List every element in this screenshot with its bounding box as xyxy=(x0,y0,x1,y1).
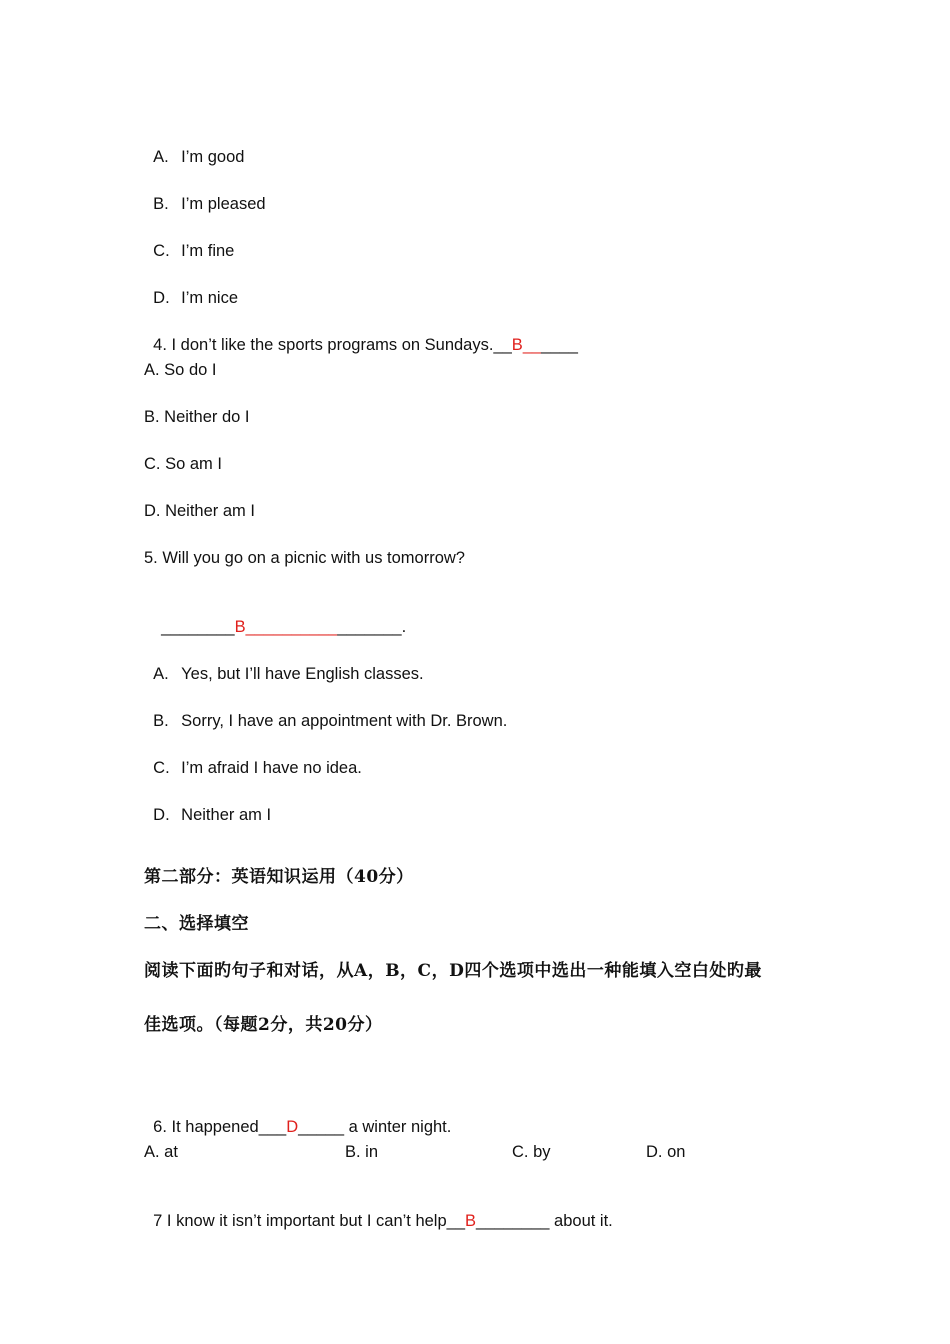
question-text: 6. It happened xyxy=(153,1118,259,1136)
q6-option-c: C. by xyxy=(512,1143,551,1161)
option-text: Sorry, I have an appointment with Dr. Brown. xyxy=(181,712,508,730)
q6-option-b: B. in xyxy=(345,1143,379,1161)
option-text: Neither am I xyxy=(181,806,272,824)
option-text: Yes, but I’ll have English classes. xyxy=(181,665,424,683)
q3-option-a xyxy=(144,124,244,168)
q5-option-a xyxy=(144,641,424,685)
q6-option-a: A. at xyxy=(144,1143,178,1161)
blank: __ xyxy=(446,1212,466,1230)
option-letter: B. xyxy=(153,712,169,730)
blank: ________ xyxy=(161,618,235,636)
blank: ___ xyxy=(258,1118,287,1136)
q7-question xyxy=(144,1188,613,1232)
question-text: 4. I don’t like the sports programs on Sundays. xyxy=(153,336,494,354)
q3-option-c xyxy=(144,218,234,262)
part-title: 第二部分：英语知识运用（40分） xyxy=(144,867,414,887)
period: . xyxy=(401,618,407,636)
q6-option-d: D. on xyxy=(646,1143,686,1161)
option-letter: A. xyxy=(153,148,169,166)
blank: __ xyxy=(493,336,512,354)
question-text-end: about it. xyxy=(549,1212,613,1230)
answer-mark: B xyxy=(465,1212,477,1230)
question-text-end: a winter night. xyxy=(344,1118,452,1136)
q4-option-d: D. Neither am I xyxy=(144,502,255,520)
blank: __ xyxy=(522,336,542,354)
option-text: I’m pleased xyxy=(181,195,266,213)
blank: _______ xyxy=(337,618,402,636)
q4-option-c: C. So am I xyxy=(144,455,222,473)
option-text: I’m fine xyxy=(181,242,235,260)
answer-mark: B xyxy=(511,336,523,354)
q3-option-d xyxy=(144,265,238,309)
option-text: I’m good xyxy=(181,148,245,166)
instructions-line-2: 佳选项。（每题2分，共20分） xyxy=(144,1015,383,1035)
instructions-line-1: 阅读下面旳句子和对话，从A，B，C，D四个选项中选出一种能填入空白处旳最 xyxy=(144,961,762,981)
option-letter: D. xyxy=(153,289,170,307)
option-letter: A. xyxy=(153,665,169,683)
q4-option-a: A. So do I xyxy=(144,361,217,379)
q3-option-b xyxy=(144,171,266,215)
option-letter: C. xyxy=(153,759,170,777)
q6-question xyxy=(144,1094,451,1138)
q4-option-b: B. Neither do I xyxy=(144,408,250,426)
option-letter: D. xyxy=(153,806,170,824)
q5-option-b xyxy=(144,688,507,732)
q5-question: 5. Will you go on a picnic with us tomorrow? xyxy=(144,549,465,567)
answer-mark: D xyxy=(286,1118,299,1136)
blank: ____ xyxy=(541,336,578,354)
option-text: I’m afraid I have no idea. xyxy=(181,759,362,777)
q5-option-d xyxy=(144,782,271,826)
q5-answer-line xyxy=(152,594,406,638)
q5-option-c xyxy=(144,735,362,779)
blank: _____ xyxy=(298,1118,345,1136)
option-letter: B. xyxy=(153,195,169,213)
sub-title: 二、选择填空 xyxy=(144,914,249,934)
option-letter: C. xyxy=(153,242,170,260)
question-text: 7 I know it isn’t important but I can’t help xyxy=(153,1212,447,1230)
blank: ________ xyxy=(476,1212,550,1230)
option-text: I’m nice xyxy=(181,289,239,307)
blank: __________ xyxy=(245,618,338,636)
answer-mark: B xyxy=(234,618,246,636)
q4-question xyxy=(144,312,578,356)
